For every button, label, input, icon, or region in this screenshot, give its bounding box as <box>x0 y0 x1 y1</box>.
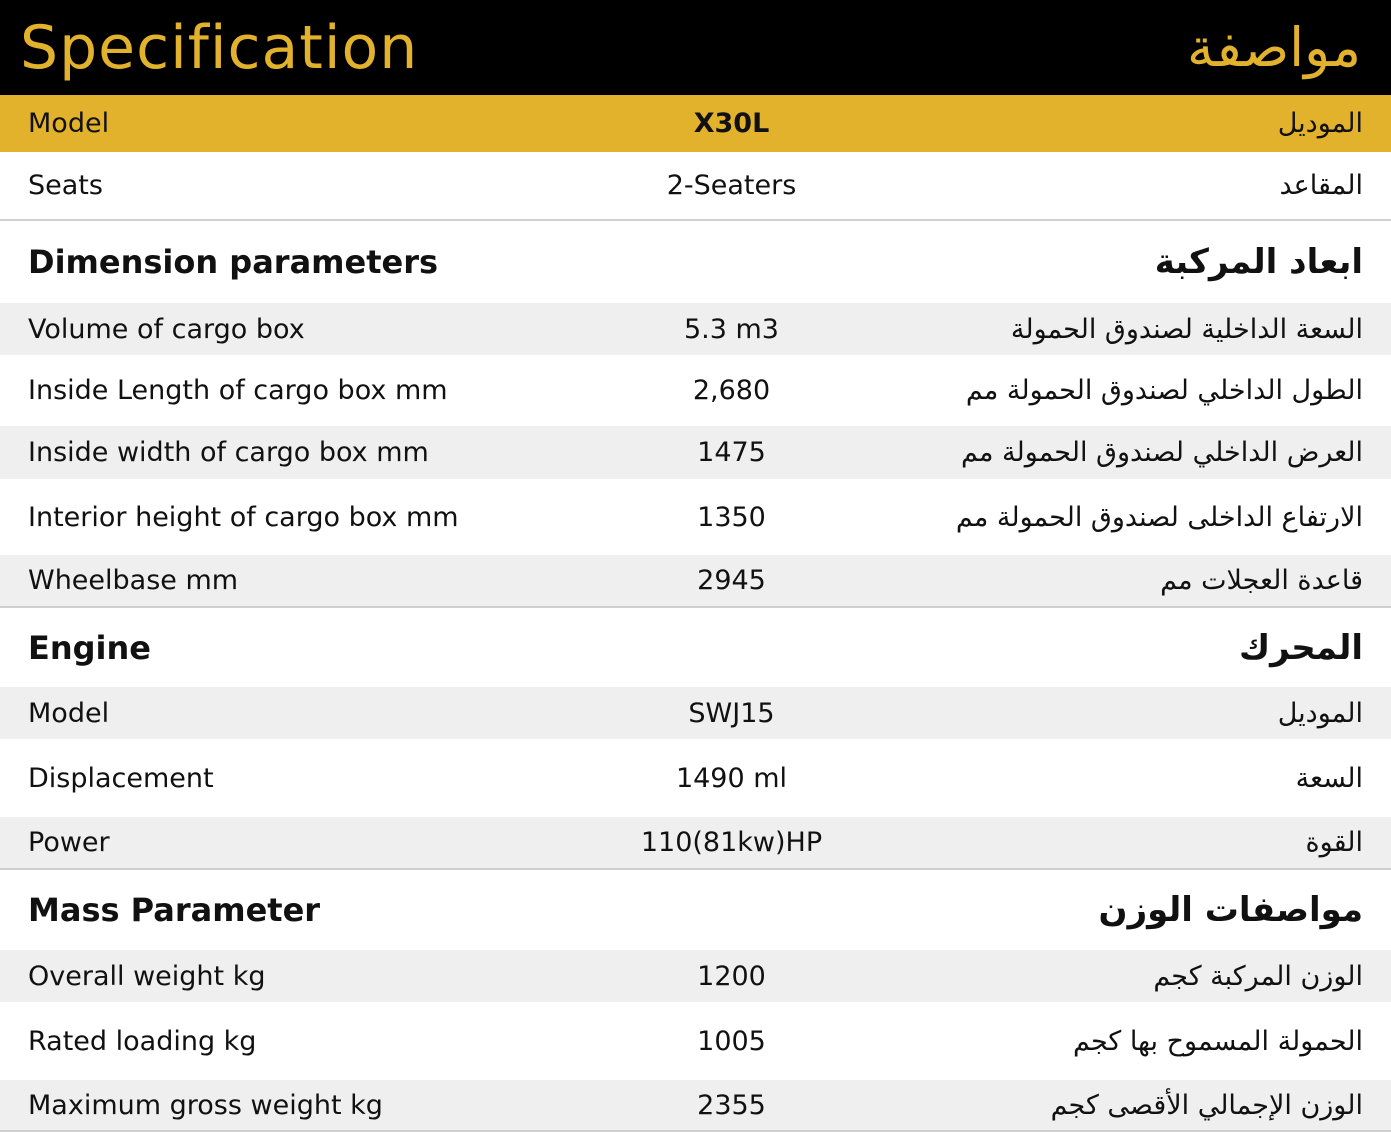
header-title-en: Specification <box>20 12 419 83</box>
row-label-ar: الموديل <box>1277 697 1363 729</box>
row-value: 2355 <box>697 1089 766 1121</box>
spec-header <box>0 0 1391 95</box>
row-label-ar: السعة الداخلية لصندوق الحمولة <box>1010 313 1363 345</box>
seats-label-ar: المقاعد <box>1279 170 1363 201</box>
table-row <box>0 355 1391 426</box>
dimension-section-title <box>0 221 1391 303</box>
row-label-en: Rated loading kg <box>28 1025 257 1057</box>
table-row <box>0 479 1391 555</box>
row-value: 1490 ml <box>675 762 788 794</box>
table-row <box>0 1080 1391 1132</box>
header-title-ar: مواصفة <box>1187 16 1361 79</box>
table-row <box>0 817 1391 870</box>
row-value: 110(81kw)HP <box>640 827 823 858</box>
row-label-ar: الوزن الإجمالي الأقصى كجم <box>1050 1089 1363 1121</box>
row-label-ar: الطول الداخلي لصندوق الحمولة مم <box>965 375 1363 406</box>
table-row <box>0 687 1391 739</box>
row-value: 1350 <box>697 501 766 533</box>
table-row <box>0 1002 1391 1080</box>
row-value: 1475 <box>697 437 766 468</box>
row-label-en: Displacement <box>28 762 214 794</box>
row-label-en: Wheelbase mm <box>28 565 239 596</box>
engine-title-en: Engine <box>28 628 151 667</box>
row-label-en: Overall weight kg <box>28 960 266 992</box>
engine-title-ar: المحرك <box>1238 627 1363 668</box>
row-label-en: Inside Length of cargo box mm <box>28 375 448 406</box>
mass-title-en: Mass Parameter <box>28 891 321 929</box>
row-value: 1005 <box>697 1025 766 1057</box>
mass-section-title <box>0 870 1391 950</box>
row-label-ar: الارتفاع الداخلى لصندوق الحمولة مم <box>955 501 1363 533</box>
row-label-ar: الحمولة المسموح بها كجم <box>1072 1025 1363 1057</box>
mass-title-ar: مواصفات الوزن <box>1098 890 1363 930</box>
row-value: 5.3 m3 <box>683 313 779 345</box>
row-label-en: Interior height of cargo box mm <box>28 501 459 533</box>
engine-section-title <box>0 608 1391 687</box>
model-value: X30L <box>693 108 770 139</box>
row-label-ar: القوة <box>1305 827 1363 858</box>
row-label-ar: الوزن المركبة كجم <box>1153 960 1363 992</box>
seats-value: 2-Seaters <box>666 170 797 201</box>
row-label-en: Inside width of cargo box mm <box>28 437 429 468</box>
row-label-ar: قاعدة العجلات مم <box>1160 565 1363 596</box>
table-row <box>0 555 1391 608</box>
row-value: 1200 <box>697 960 766 992</box>
table-row <box>0 303 1391 355</box>
dimension-title-en: Dimension parameters <box>28 243 439 281</box>
model-label-ar: الموديل <box>1277 108 1363 139</box>
row-label-en: Model <box>28 697 110 729</box>
row-label-ar: السعة <box>1295 762 1363 794</box>
row-label-ar: العرض الداخلي لصندوق الحمولة مم <box>961 437 1363 468</box>
row-label-en: Volume of cargo box <box>28 313 305 345</box>
table-row <box>0 950 1391 1002</box>
seats-label-en: Seats <box>28 170 103 201</box>
row-value: 2945 <box>697 565 766 596</box>
seats-row <box>0 152 1391 221</box>
model-label-en: Model <box>28 108 110 139</box>
table-row <box>0 426 1391 479</box>
model-row <box>0 95 1391 152</box>
row-value: 2,680 <box>692 375 771 406</box>
dimension-title-ar: ابعاد المركبة <box>1154 242 1363 282</box>
row-label-en: Maximum gross weight kg <box>28 1089 383 1121</box>
row-label-en: Power <box>28 827 110 858</box>
table-row <box>0 739 1391 817</box>
row-value: SWJ15 <box>688 697 775 729</box>
